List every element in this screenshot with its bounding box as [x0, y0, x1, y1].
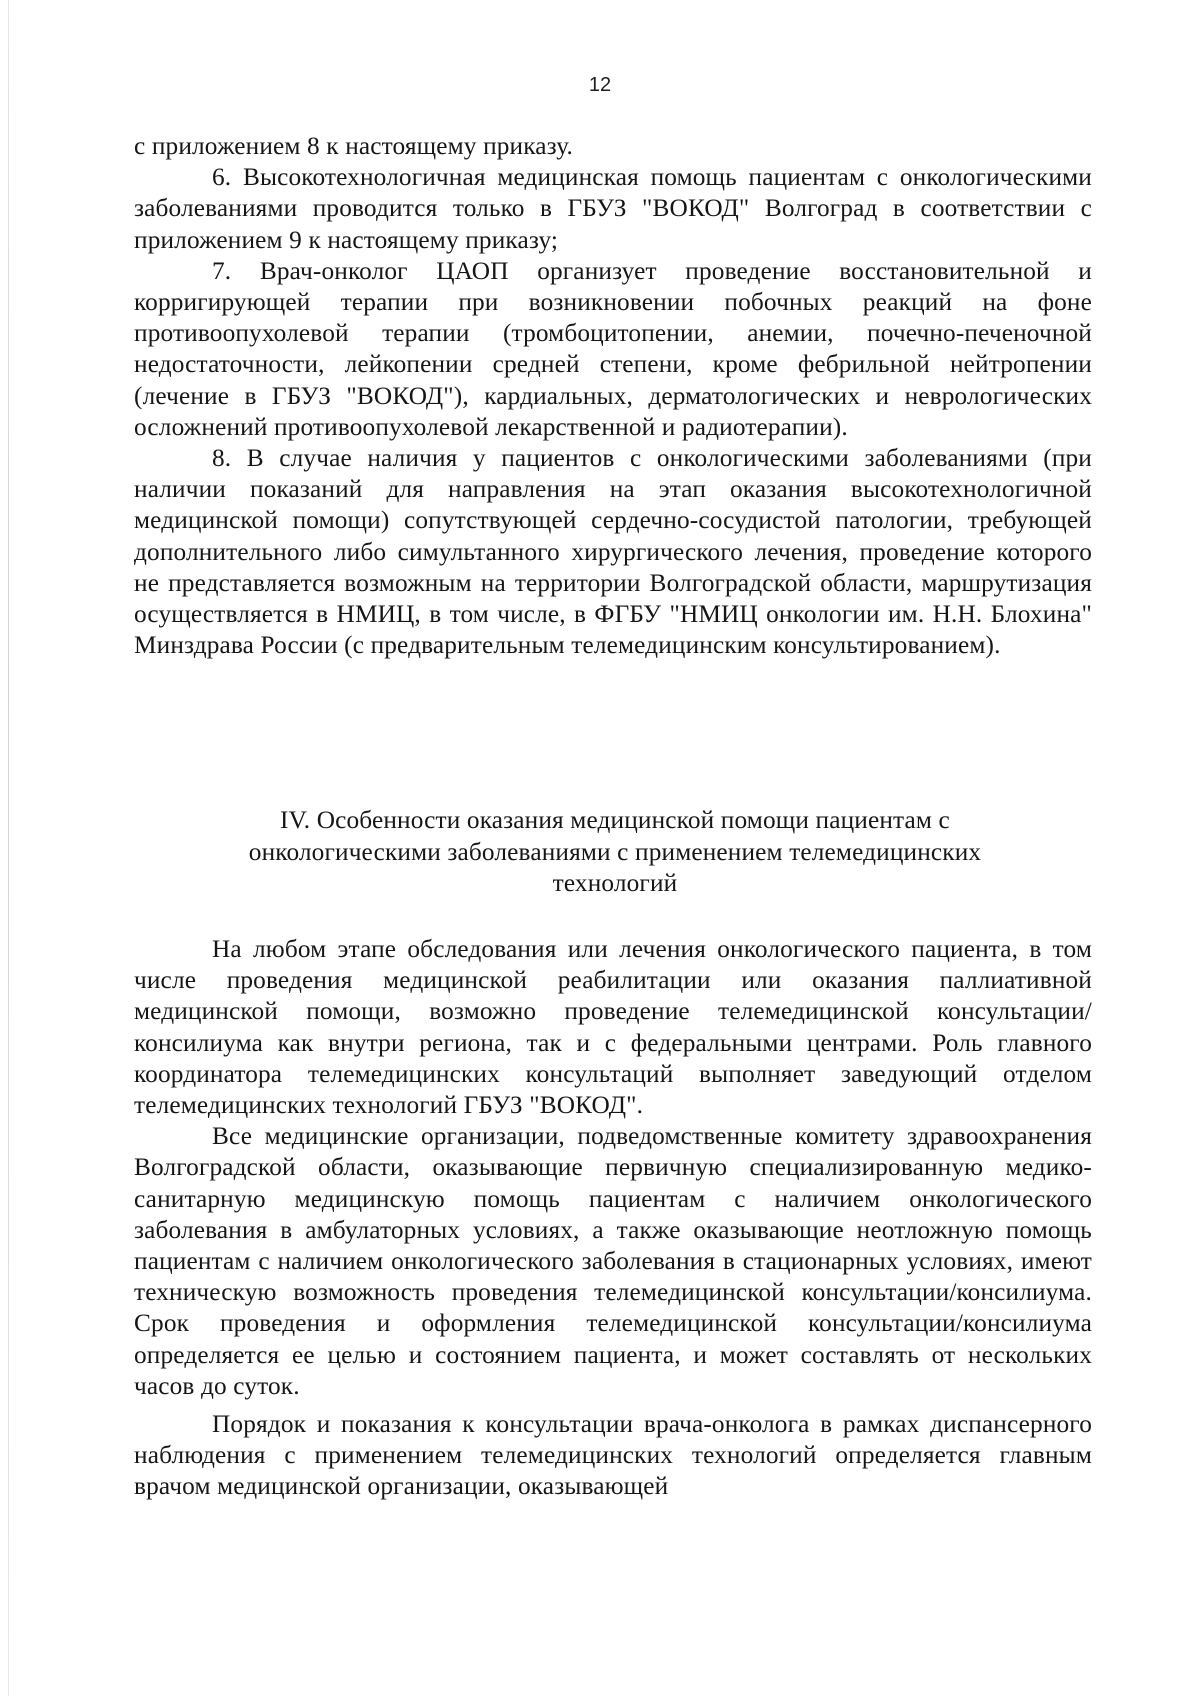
- paragraph-procedure: Порядок и показания к консультации врача-онколога в рамках диспансерного наблюдения с применением телемедицинских технологий определяется главным врачом медицинской организации, оказывающей: [134, 1410, 1092, 1501]
- body-text-top: [134, 131, 1092, 661]
- paragraph-item-7: 7. Врач-онколог ЦАОП организует проведение восстановительной и корригирующей терапии при возникновении побочных реакций на фоне противоопухолевой терапии (тромбоцитопении, анемии, почечно-печеночной недостаточности, лейкопении средней степени, кроме фебрильной нейтропении (лечение в ГБУЗ "ВОКОД"), кардиальных, дерматологических и неврологических осложнений противоопухолевой лекарственной и радиотерапии).: [134, 256, 1092, 441]
- section-heading: IV. Особенности оказания медицинской помощи пациентам с онкологическими заболеваниями с применением телемедицинских технологий: [248, 806, 982, 897]
- paragraph-medical-organizations: Все медицинские организации, подведомственные комитету здравоохранения Волгоградской области, оказывающие первичную специализированную медико-санитарную медицинскую помощь пациентам с наличием онкологического заболевания в амбулаторных условиях, а также оказывающие неотложную помощь пациентам с наличием онкологического заболевания в стационарных условиях, имеют техническую возможность проведения телемедицинской консультации/консилиума. Срок проведения и оформления телемедицинской консультации/консилиума определяется ее целью и состоянием пациента, и может составлять от нескольких часов до суток.: [134, 1122, 1092, 1400]
- scan-edge-line: [8, 0, 9, 1696]
- paragraph-continuation: с приложением 8 к настоящему приказу.: [134, 132, 574, 160]
- body-text-bottom: [134, 934, 1092, 1503]
- paragraph-telemedicine-consultation: На любом этапе обследования или лечения онкологического пациента, в том числе проведения медицинской реабилитации или оказания паллиативной медицинской помощи, возможно проведение телемедицинской консультации/консилиума как внутри региона, так и с федеральными центрами. Роль главного координатора телемедицинских консультаций выполняет заведующий отделом телемедицинских технологий ГБУЗ "ВОКОД".: [134, 935, 1092, 1120]
- page-number: 12: [588, 74, 612, 96]
- paragraph-item-8: 8. В случае наличия у пациентов с онкологическими заболеваниями (при наличии показаний для направления на этап оказания высокотехнологичной медицинской помощи) сопутствующей сердечно-сосудистой патологии, требующей дополнительного либо симультанного хирургического лечения, проведение которого не представляется возможным на территории Волгоградской области, маршрутизация осуществляется в НМИЦ, в том числе, в ФГБУ "НМИЦ онкологии им. Н.Н. Блохина" Минздрава России (с предварительным телемедицинским консультированием).: [134, 444, 1092, 660]
- paragraph-item-6: 6. Высокотехнологичная медицинская помощь пациентам с онкологическими заболеваниями проводится только в ГБУЗ "ВОКОД" Волгоград в соответствии с приложением 9 к настоящему приказу;: [134, 163, 1092, 254]
